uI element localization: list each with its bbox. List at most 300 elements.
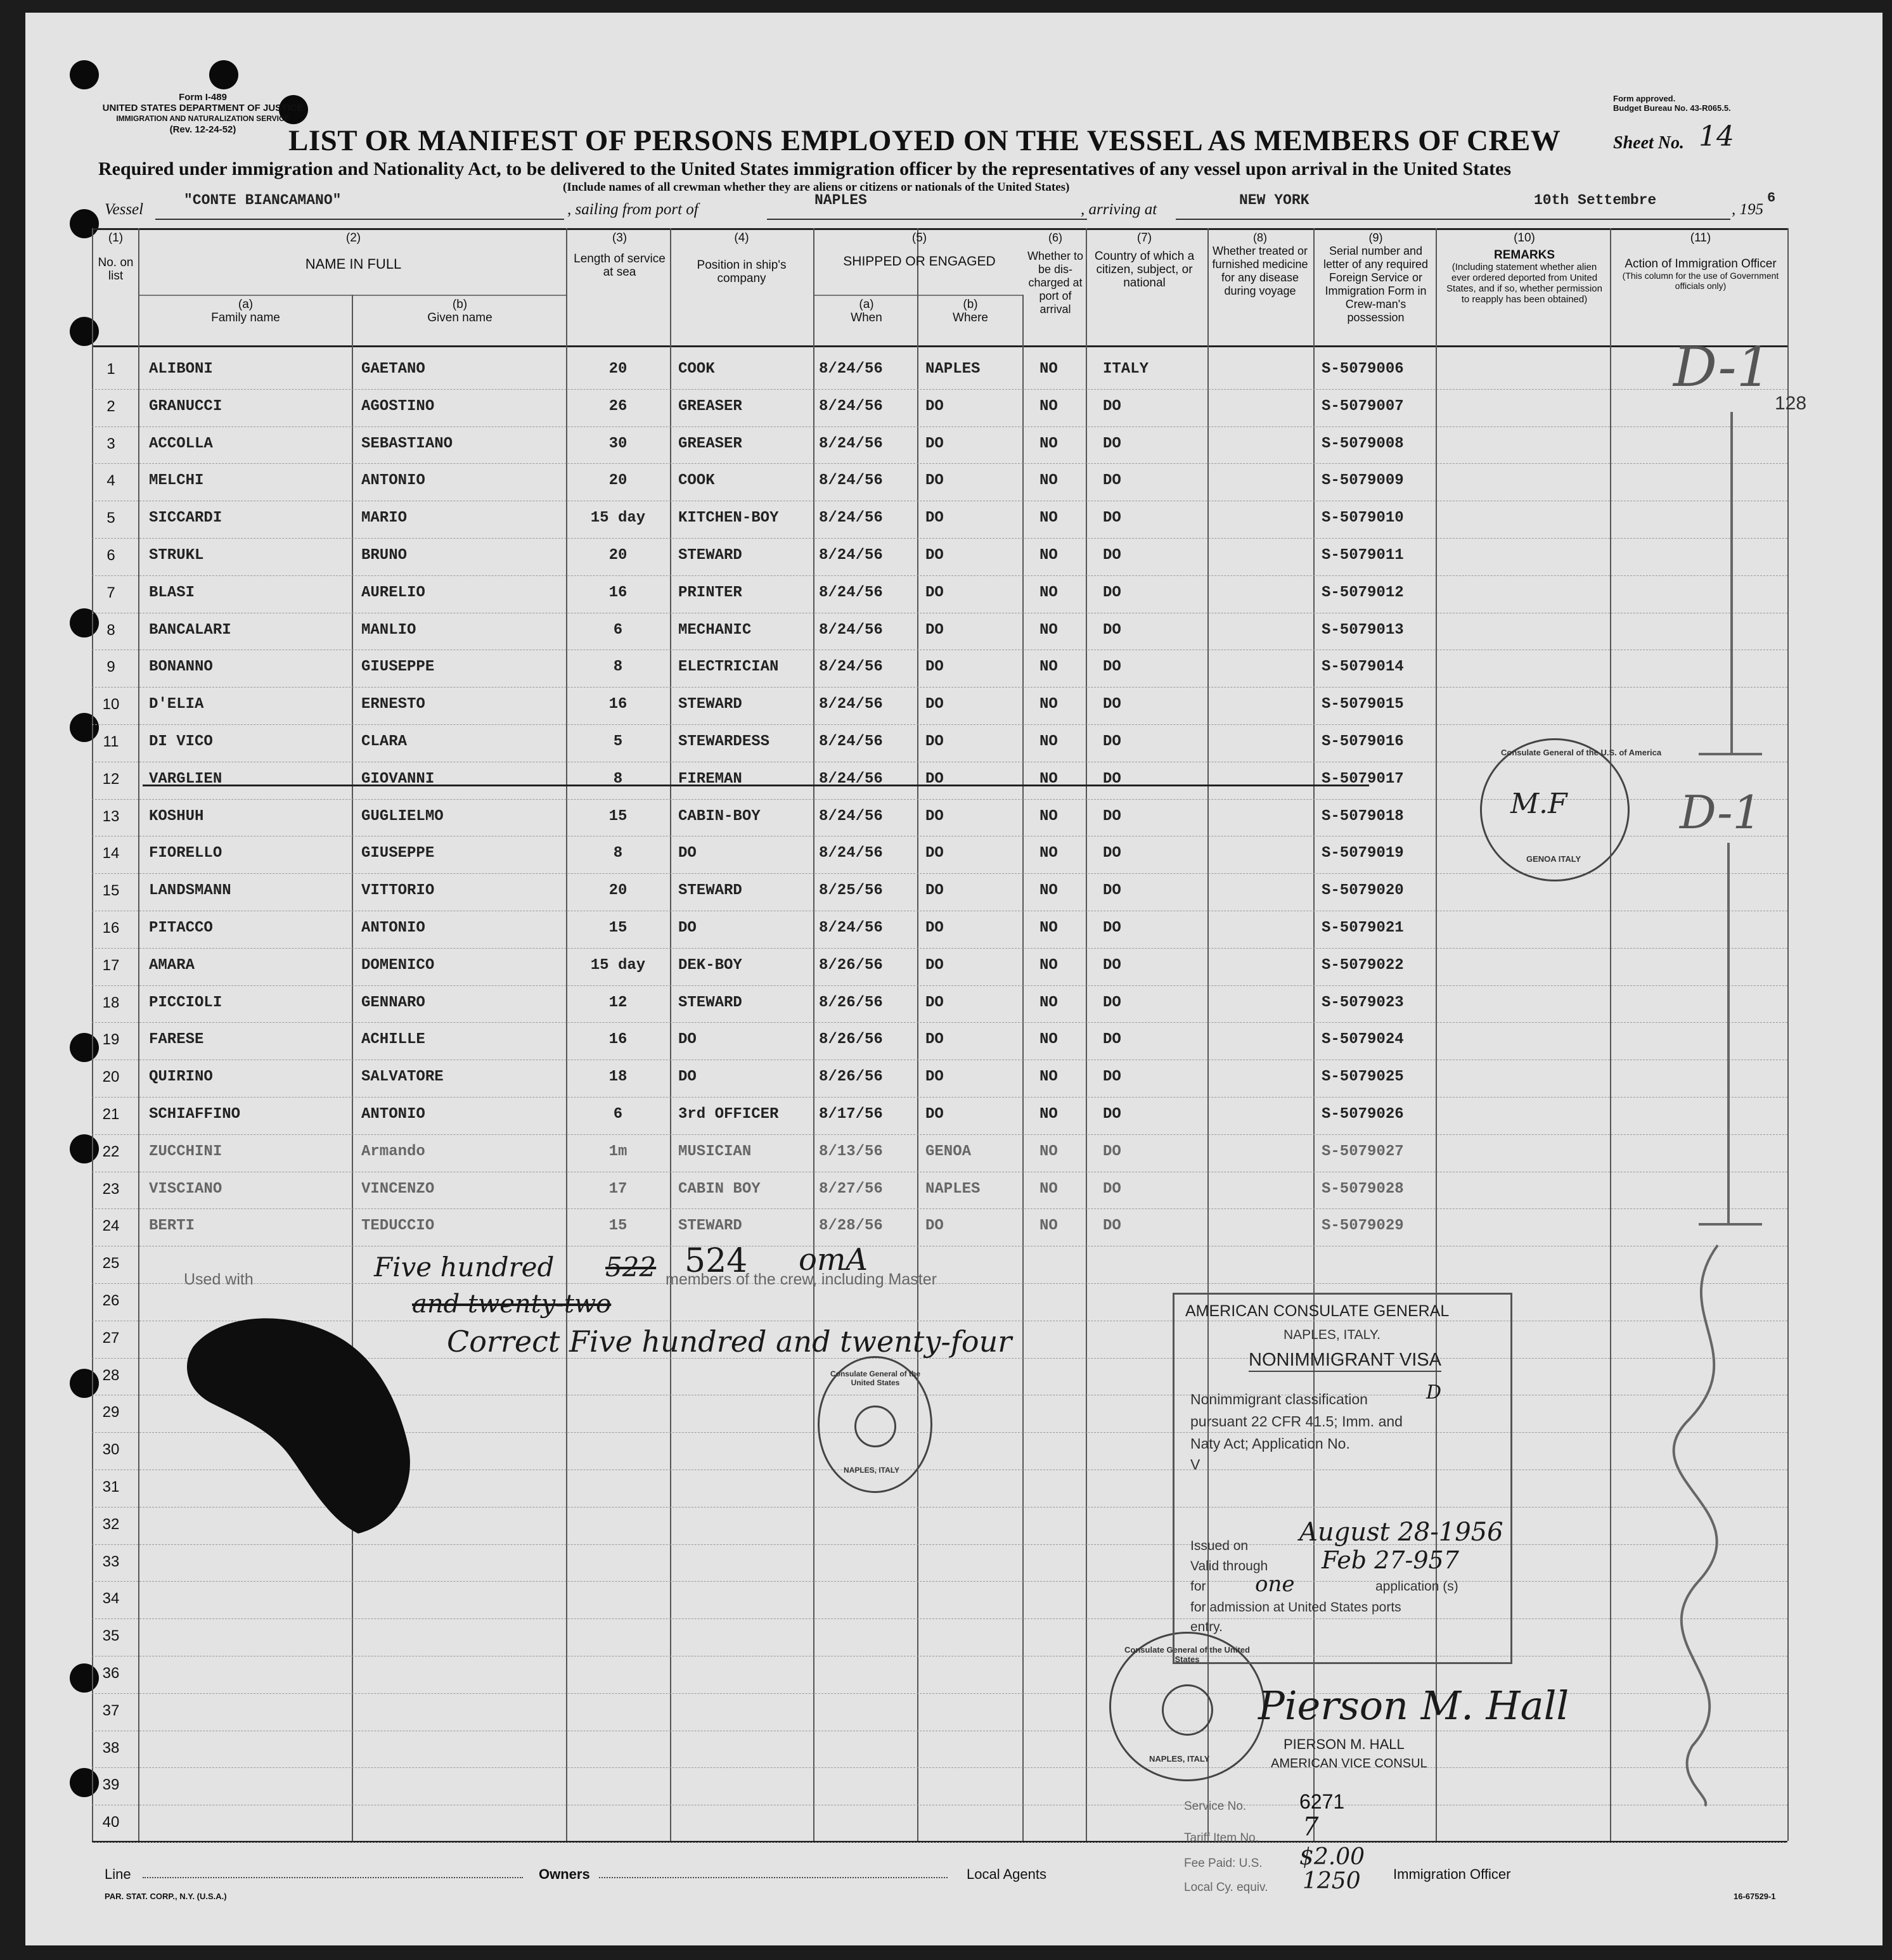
vessel-name: "CONTE BIANCAMANO"	[184, 192, 342, 208]
cell-given-name: GAETANO	[361, 361, 425, 378]
row-rule	[92, 687, 1787, 688]
cell-service-length: 15 day	[590, 509, 646, 527]
pencil-bracket-2	[1727, 843, 1730, 1223]
footer-owners-dots	[599, 1877, 948, 1878]
cell-shipped-where: DO	[925, 696, 944, 713]
row-number: 26	[102, 1292, 120, 1309]
cell-shipped-where: DO	[925, 584, 944, 601]
col-when-label: When	[851, 311, 882, 324]
row-number: 24	[102, 1217, 120, 1234]
cell-shipped-where: DO	[925, 1068, 944, 1086]
cell-given-name: ANTONIO	[361, 919, 425, 937]
cell-shipped-where: DO	[925, 1031, 944, 1048]
cell-given-name: MARIO	[361, 509, 408, 527]
row-rule	[92, 724, 1787, 725]
col-action-label: Action of Immigration Officer	[1625, 257, 1777, 271]
cell-shipped-where: DO	[925, 1106, 944, 1123]
col-position-header	[672, 231, 811, 285]
cell-shipped-where: DO	[925, 919, 944, 937]
cell-family-name: VARGLIEN	[149, 771, 222, 788]
cell-service-length: 8	[613, 771, 623, 788]
visa-v: V	[1190, 1456, 1200, 1473]
cell-given-name: ANTONIO	[361, 472, 425, 489]
row-number: 10	[102, 696, 120, 713]
row-number: 2	[106, 398, 115, 415]
cell-service-length: 16	[608, 696, 627, 713]
cell-family-name: D'ELIA	[149, 696, 204, 713]
cell-service-length: 20	[608, 472, 627, 489]
cell-shipped-when: 8/24/56	[819, 658, 883, 676]
cell-given-name: GIUSEPPE	[361, 845, 435, 862]
cell-serial-number: S-5079025	[1322, 1068, 1404, 1086]
cell-family-name: BANCALARI	[149, 622, 231, 639]
col-action-header	[1615, 231, 1786, 291]
cell-service-length: 20	[608, 882, 627, 899]
row-number: 36	[102, 1665, 120, 1682]
cell-country: DO	[1103, 435, 1121, 452]
col-no-header	[95, 231, 136, 283]
sailing-label: , sailing from port of	[567, 201, 698, 218]
cell-service-length: 20	[608, 361, 627, 378]
visa-issued-label: Issued on	[1190, 1539, 1249, 1553]
cell-discharged: NO	[1039, 957, 1058, 974]
cell-position: DO	[678, 845, 697, 862]
row-number: 16	[102, 919, 120, 937]
sheet-label: Sheet No.	[1613, 133, 1684, 153]
seal-genoa-text: Consulate General of the U.S. of America	[1501, 748, 1662, 757]
cell-discharged: NO	[1039, 361, 1058, 378]
cell-serial-number: S-5079027	[1322, 1143, 1404, 1160]
header-bottom-rule	[92, 345, 1787, 347]
col-family-label: Family name	[211, 311, 280, 324]
cell-family-name: BONANNO	[149, 658, 213, 676]
cell-country: DO	[1103, 1217, 1121, 1234]
action-d1-mid: D-1	[1680, 786, 1762, 839]
punch-hole	[209, 60, 238, 89]
cell-service-length: 16	[608, 1031, 627, 1048]
cell-serial-number: S-5079009	[1322, 472, 1404, 489]
cell-discharged: NO	[1039, 509, 1058, 527]
cell-position: STEWARD	[678, 1217, 742, 1234]
col-given-num: (b)	[452, 298, 468, 311]
cell-position: MUSICIAN	[678, 1143, 752, 1160]
cell-shipped-when: 8/26/56	[819, 957, 883, 974]
cell-given-name: GIUSEPPE	[361, 658, 435, 676]
fee-local-value: 1250	[1303, 1868, 1361, 1894]
cell-position: GREASER	[678, 398, 742, 415]
cell-discharged: NO	[1039, 994, 1058, 1011]
col-position-num: (4)	[734, 231, 749, 245]
col-given-label: Given name	[427, 311, 492, 324]
col-no-label: No. on list	[98, 256, 134, 283]
consul-signature: Pierson M. Hall	[1258, 1682, 1569, 1729]
cell-shipped-where: NAPLES	[925, 1181, 981, 1198]
cell-family-name: KOSHUH	[149, 808, 204, 825]
col-where-num: (b)	[963, 298, 978, 311]
cell-discharged: NO	[1039, 919, 1058, 937]
cell-discharged: NO	[1039, 547, 1058, 564]
row-number: 3	[106, 435, 115, 452]
row-number: 13	[102, 808, 120, 825]
approval-block	[1613, 94, 1731, 113]
cell-discharged: NO	[1039, 1217, 1058, 1234]
fee-paid-label: Fee Paid: U.S.	[1184, 1857, 1263, 1870]
cell-shipped-where: DO	[925, 472, 944, 489]
cell-discharged: NO	[1039, 733, 1058, 750]
row-number: 20	[102, 1068, 120, 1086]
cell-serial-number: S-5079007	[1322, 398, 1404, 415]
cell-shipped-when: 8/24/56	[819, 361, 883, 378]
col-when-num: (a)	[859, 298, 874, 311]
cell-serial-number: S-5079018	[1322, 808, 1404, 825]
col-name-num: (2)	[345, 231, 361, 245]
cell-country: ITALY	[1103, 361, 1149, 378]
visa-act: Naty Act; Application No.	[1190, 1435, 1350, 1452]
cell-shipped-when: 8/24/56	[819, 584, 883, 601]
row-number: 18	[102, 994, 120, 1011]
cell-shipped-when: 8/13/56	[819, 1143, 883, 1160]
cell-serial-number: S-5079014	[1322, 658, 1404, 676]
row-rule	[92, 1842, 1787, 1843]
cell-given-name: SALVATORE	[361, 1068, 444, 1086]
cell-given-name: BRUNO	[361, 547, 408, 564]
row-rule	[92, 1283, 1787, 1284]
cell-given-name: ANTONIO	[361, 1106, 425, 1123]
cell-family-name: ACCOLLA	[149, 435, 213, 452]
form-number: Form I-489	[179, 92, 227, 103]
col-shipped-header	[816, 231, 1022, 268]
row-rule	[92, 1581, 1787, 1582]
cell-family-name: LANDSMANN	[149, 882, 231, 899]
page-number-128: 128	[1775, 393, 1807, 414]
row-number: 27	[102, 1329, 120, 1347]
vessel-label: Vessel	[105, 201, 144, 218]
arriving-label: , arriving at	[1081, 201, 1157, 218]
cell-discharged: NO	[1039, 696, 1058, 713]
cell-shipped-where: DO	[925, 547, 944, 564]
row-number: 37	[102, 1702, 120, 1719]
punch-hole	[70, 317, 99, 346]
cell-country: DO	[1103, 882, 1121, 899]
row-12-strikethrough	[143, 785, 1369, 786]
cell-shipped-where: DO	[925, 658, 944, 676]
col-action-sub: (This column for the use of Government officials only)	[1622, 271, 1779, 291]
cell-serial-number: S-5079016	[1322, 733, 1404, 750]
col-service-num: (3)	[612, 231, 627, 245]
fee-service-value: 6271	[1299, 1790, 1345, 1813]
row-number: 30	[102, 1441, 120, 1458]
cell-country: DO	[1103, 919, 1121, 937]
fee-paid-value: $2.00	[1299, 1844, 1365, 1870]
cell-family-name: BLASI	[149, 584, 195, 601]
col-serial-label: Serial number and letter of any required Foreign Service or Immigration Form in Crew-man's possession	[1323, 245, 1429, 324]
col-medicine-num: (8)	[1253, 231, 1267, 244]
cell-family-name: QUIRINO	[149, 1068, 213, 1086]
col-discharge-header	[1024, 231, 1087, 316]
cell-country: DO	[1103, 696, 1121, 713]
row-rule	[92, 1767, 1787, 1768]
cell-discharged: NO	[1039, 398, 1058, 415]
cell-given-name: AURELIO	[361, 584, 425, 601]
cell-family-name: AMARA	[149, 957, 195, 974]
cell-family-name: FARESE	[149, 1031, 204, 1048]
row-number: 11	[103, 733, 119, 750]
cell-country: DO	[1103, 622, 1121, 639]
cell-service-length: 5	[613, 733, 623, 750]
cell-family-name: DI VICO	[149, 733, 213, 750]
cell-discharged: NO	[1039, 771, 1058, 788]
row-rule	[92, 389, 1787, 390]
form-revision: (Rev. 12-24-52)	[169, 124, 236, 135]
cell-country: DO	[1103, 994, 1121, 1011]
row-number: 23	[102, 1181, 120, 1198]
cell-position: STEWARDESS	[678, 733, 770, 750]
row-rule	[92, 1618, 1787, 1619]
stamped-used-with: Used with	[184, 1271, 254, 1288]
seal-naples1-city: NAPLES, ITALY	[844, 1466, 900, 1475]
cell-position: GREASER	[678, 435, 742, 452]
row-rule	[92, 463, 1787, 464]
col-where-label: Where	[953, 311, 988, 324]
action-d1-top: D-1	[1673, 336, 1772, 399]
cell-position: COOK	[678, 361, 715, 378]
cell-service-length: 17	[608, 1181, 627, 1198]
cell-family-name: MELCHI	[149, 472, 204, 489]
cell-shipped-when: 8/26/56	[819, 1068, 883, 1086]
cell-given-name: CLARA	[361, 733, 408, 750]
cell-discharged: NO	[1039, 845, 1058, 862]
consul-title: AMERICAN VICE CONSUL	[1271, 1757, 1427, 1771]
cell-family-name: VISCIANO	[149, 1181, 222, 1198]
vessel-underline	[155, 219, 564, 220]
cell-service-length: 20	[608, 547, 627, 564]
cell-position: CABIN-BOY	[678, 808, 761, 825]
visa-entry: entry.	[1190, 1620, 1223, 1634]
cell-position: STEWARD	[678, 547, 742, 564]
cell-country: DO	[1103, 733, 1121, 750]
cell-discharged: NO	[1039, 808, 1058, 825]
sheet-number: 14	[1699, 120, 1734, 153]
col-position-label: Position in ship's company	[697, 259, 787, 285]
column-rule	[813, 228, 814, 1841]
col-shipped-num: (5)	[911, 231, 927, 245]
departure-port: NAPLES	[814, 192, 867, 208]
pencil-bracket-2-end	[1699, 1223, 1762, 1226]
cell-shipped-when: 8/24/56	[819, 435, 883, 452]
cell-given-name: DOMENICO	[361, 957, 435, 974]
cell-serial-number: S-5079013	[1322, 622, 1404, 639]
cell-country: DO	[1103, 771, 1121, 788]
col-remarks-label: REMARKS	[1493, 248, 1555, 262]
cell-discharged: NO	[1039, 882, 1058, 899]
cell-service-length: 18	[608, 1068, 627, 1086]
form-dept-block	[98, 92, 307, 135]
footer-local-agents: Local Agents	[967, 1866, 1046, 1882]
cell-discharged: NO	[1039, 1068, 1058, 1086]
cell-serial-number: S-5079020	[1322, 882, 1404, 899]
cell-position: DO	[678, 1068, 697, 1086]
cell-service-length: 6	[613, 1106, 623, 1123]
cell-serial-number: S-5079021	[1322, 919, 1404, 937]
cell-shipped-when: 8/26/56	[819, 1031, 883, 1048]
cell-discharged: NO	[1039, 658, 1058, 676]
column-rule	[1610, 228, 1611, 1841]
row-number: 15	[102, 882, 120, 899]
footer-code: 16-67529-1	[1734, 1892, 1776, 1901]
visa-issued-date: August 28-1956	[1299, 1518, 1503, 1547]
fee-tariff-value: 7	[1303, 1812, 1319, 1842]
cell-shipped-when: 8/28/56	[819, 1217, 883, 1234]
cell-shipped-when: 8/24/56	[819, 771, 883, 788]
col-name-header	[139, 231, 567, 271]
row-number: 22	[102, 1143, 120, 1160]
cell-family-name: SICCARDI	[149, 509, 222, 527]
row-number: 40	[102, 1814, 120, 1831]
table-top-rule	[92, 228, 1787, 230]
col-shipped-label: SHIPPED OR ENGAGED	[843, 254, 996, 269]
cell-shipped-where: GENOA	[925, 1143, 972, 1160]
row-number: 25	[102, 1255, 120, 1272]
cell-service-length: 12	[608, 994, 627, 1011]
footer-printer: PAR. STAT. CORP., N.Y. (U.S.A.)	[105, 1892, 227, 1901]
cell-given-name: ERNESTO	[361, 696, 425, 713]
punch-hole	[70, 60, 99, 89]
consul-name: PIERSON M. HALL	[1284, 1736, 1405, 1752]
cell-family-name: FIORELLO	[149, 845, 222, 862]
cell-family-name: ZUCCHINI	[149, 1143, 222, 1160]
col-service-label: Length of service at sea	[574, 252, 666, 279]
cell-country: DO	[1103, 398, 1121, 415]
cell-shipped-where: NAPLES	[925, 361, 981, 378]
cell-shipped-when: 8/27/56	[819, 1181, 883, 1198]
cell-given-name: VINCENZO	[361, 1181, 435, 1198]
row-number: 5	[106, 509, 115, 527]
cell-given-name: SEBASTIANO	[361, 435, 453, 452]
consulate-seal-genoa	[1480, 738, 1662, 881]
row-number: 35	[102, 1627, 120, 1644]
cell-service-length: 30	[608, 435, 627, 452]
col-discharge-num: (6)	[1048, 231, 1062, 244]
row-number: 38	[102, 1739, 120, 1757]
col-where-header	[919, 298, 1022, 324]
cell-position: STEWARD	[678, 882, 742, 899]
hand-and-twenty-two: and twenty-two	[412, 1290, 612, 1319]
visa-application: application (s)	[1375, 1579, 1458, 1594]
year-label: , 195	[1732, 201, 1763, 218]
cell-shipped-when: 8/17/56	[819, 1106, 883, 1123]
cell-shipped-when: 8/24/56	[819, 398, 883, 415]
col-country-header	[1089, 231, 1200, 290]
cell-discharged: NO	[1039, 584, 1058, 601]
cell-shipped-where: DO	[925, 845, 944, 862]
pencil-squiggle	[1642, 1239, 1768, 1809]
cell-serial-number: S-5079011	[1322, 547, 1404, 564]
col-family-header	[139, 298, 352, 324]
cell-shipped-where: DO	[925, 398, 944, 415]
column-rule	[1787, 228, 1789, 1841]
cell-service-length: 1m	[608, 1143, 627, 1160]
cell-family-name: PICCIOLI	[149, 994, 222, 1011]
pencil-bracket-1	[1730, 412, 1733, 754]
row-number: 17	[102, 957, 120, 974]
cell-shipped-where: DO	[925, 882, 944, 899]
cell-family-name: ALIBONI	[149, 361, 213, 378]
cell-country: DO	[1103, 1181, 1121, 1198]
fee-service-label: Service No.	[1184, 1800, 1247, 1813]
pencil-bracket-1-end	[1699, 753, 1762, 755]
cell-family-name: PITACCO	[149, 919, 213, 937]
cell-given-name: GENNARO	[361, 994, 425, 1011]
cell-family-name: SCHIAFFINO	[149, 1106, 241, 1123]
cell-shipped-when: 8/24/56	[819, 472, 883, 489]
cell-discharged: NO	[1039, 1181, 1058, 1198]
cell-position: DEK-BOY	[678, 957, 742, 974]
cell-given-name: VITTORIO	[361, 882, 435, 899]
cell-service-length: 6	[613, 622, 623, 639]
visa-city: NAPLES, ITALY.	[1284, 1328, 1380, 1342]
row-number: 14	[102, 845, 120, 862]
shipped-sub-rule	[814, 295, 1022, 296]
row-number: 39	[102, 1776, 120, 1793]
cell-shipped-when: 8/24/56	[819, 733, 883, 750]
row-number: 31	[102, 1478, 120, 1496]
col-serial-num: (9)	[1368, 231, 1383, 244]
col-remarks-sub: (Including statement whether alien ever ordered deported from United States, and if so, whether permission to reapply has been obtained)	[1446, 262, 1602, 305]
cell-shipped-where: DO	[925, 994, 944, 1011]
col-country-num: (7)	[1136, 231, 1152, 245]
visa-for-value: one	[1255, 1572, 1295, 1597]
row-number: 32	[102, 1516, 120, 1533]
cell-serial-number: S-5079006	[1322, 361, 1404, 378]
hand-initials: omA	[799, 1242, 868, 1278]
row-rule	[92, 1208, 1787, 1209]
cell-given-name: AGOSTINO	[361, 398, 435, 415]
cell-shipped-where: DO	[925, 808, 944, 825]
cell-country: DO	[1103, 1068, 1121, 1086]
arrival-date: 10th Settembre	[1534, 192, 1657, 208]
cell-shipped-where: DO	[925, 622, 944, 639]
column-rule	[1022, 295, 1024, 1841]
visa-consulate: AMERICAN CONSULATE GENERAL	[1185, 1302, 1450, 1320]
cell-position: DO	[678, 919, 697, 937]
column-rule	[1086, 228, 1087, 1841]
cell-position: CABIN BOY	[678, 1181, 761, 1198]
column-rule	[917, 228, 918, 1841]
row-number: 28	[102, 1367, 120, 1384]
row-number: 8	[106, 622, 115, 639]
cell-serial-number: S-5079024	[1322, 1031, 1404, 1048]
arrival-underline	[1176, 219, 1730, 220]
col-serial-header	[1317, 231, 1434, 324]
cell-serial-number: S-5079012	[1322, 584, 1404, 601]
cell-service-length: 8	[613, 658, 623, 676]
cell-position: STEWARD	[678, 696, 742, 713]
seal-naples2-city: NAPLES, ITALY	[1149, 1754, 1210, 1764]
row-number: 4	[106, 472, 115, 489]
row-number: 9	[106, 658, 115, 676]
col-action-num: (11)	[1690, 231, 1711, 245]
cell-country: DO	[1103, 658, 1121, 676]
form-approved: Form approved.	[1613, 94, 1676, 103]
cell-given-name: MANLIO	[361, 622, 416, 639]
cell-shipped-when: 8/25/56	[819, 882, 883, 899]
cell-country: DO	[1103, 509, 1121, 527]
seal-naples2-text: Consulate General of the United States	[1124, 1645, 1250, 1664]
cell-shipped-when: 8/24/56	[819, 622, 883, 639]
cell-country: DO	[1103, 472, 1121, 489]
cell-serial-number: S-5079015	[1322, 696, 1404, 713]
cell-given-name: GUGLIELMO	[361, 808, 444, 825]
